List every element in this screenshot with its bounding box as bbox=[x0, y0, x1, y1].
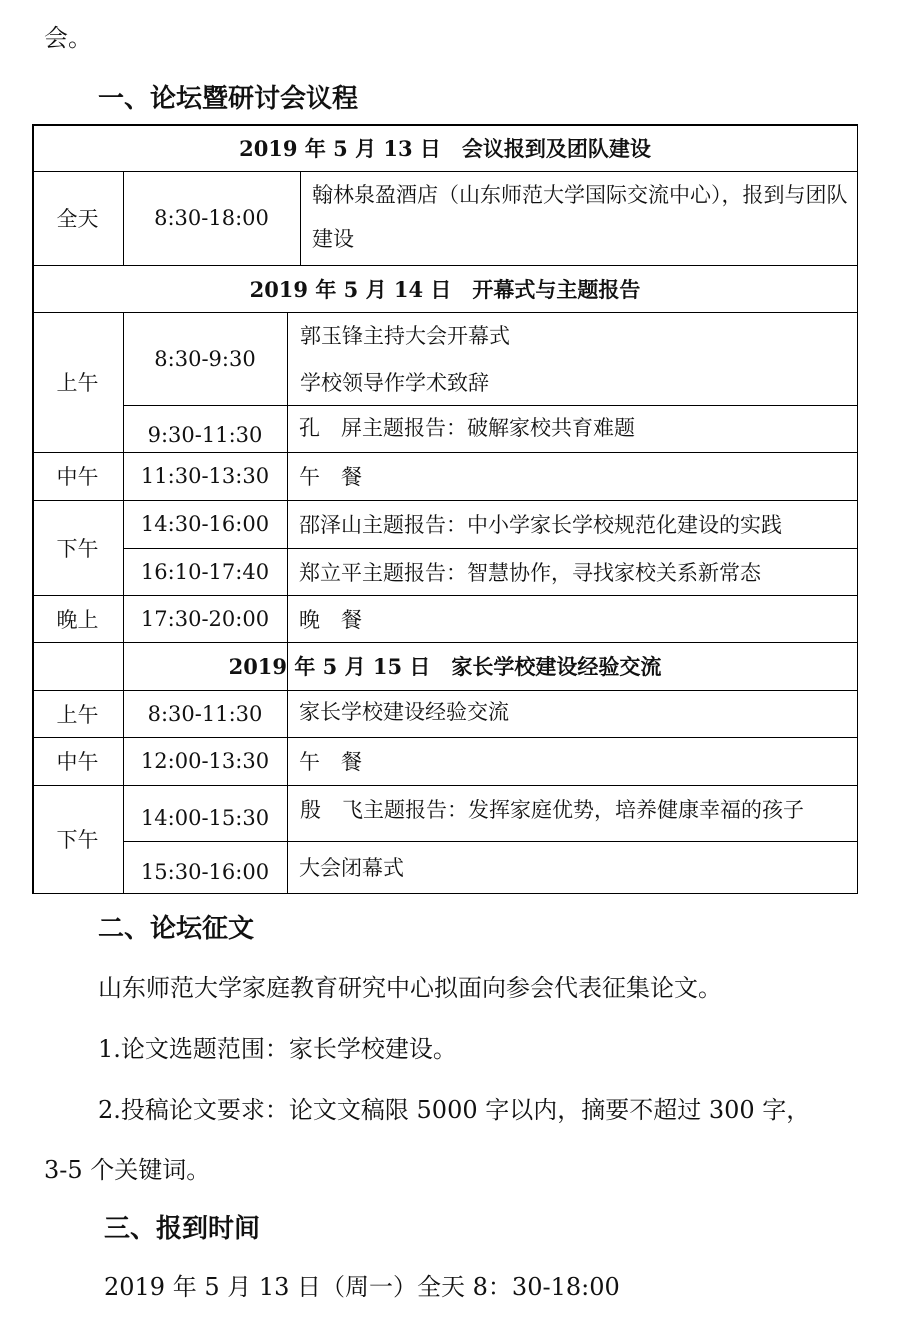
day1-period: 全天 bbox=[56, 207, 99, 231]
day3-morning-time: 8:30-11:30 bbox=[147, 701, 263, 726]
day2-evening-content: 晚 餐 bbox=[299, 607, 362, 632]
day2-evening-period: 晚上 bbox=[56, 607, 99, 632]
section-3-heading: 三、报到时间 bbox=[104, 1214, 261, 1244]
day2-noon-content: 午 餐 bbox=[299, 465, 362, 489]
day1-content: 翰林泉盈酒店（山东师范大学国际交流中心），报到与团队建设 bbox=[312, 183, 848, 251]
day3-morning-period: 上午 bbox=[56, 702, 99, 727]
day2-morning-content-2: 孔 屏主题报告：破解家校共育难题 bbox=[299, 415, 635, 440]
day3-noon-time: 12:00-13:30 bbox=[140, 749, 270, 773]
day2-afternoon-time-2: 16:10-17:40 bbox=[140, 559, 270, 584]
section-2-item-1: 1.论文选题范围：家长学校建设。 bbox=[98, 1035, 457, 1063]
section-3-paragraph: 2019 年 5 月 13 日（周一）全天 8：30-18:00 bbox=[104, 1273, 620, 1301]
section-2-heading: 二、论坛征文 bbox=[98, 914, 255, 944]
section-2-item-2-line-1: 2.投稿论文要求：论文文稿限 5000 字以内，摘要不超过 300 字， bbox=[98, 1096, 811, 1124]
day2-morning-content-1a: 郭玉锋主持大会开幕式 bbox=[300, 324, 510, 348]
day2-afternoon-period: 下午 bbox=[56, 536, 99, 561]
day2-morning-period: 上午 bbox=[56, 371, 99, 395]
day1-header: 2019 年 5 月 13 日 会议报到及团队建设 bbox=[239, 135, 651, 161]
day3-afternoon-period: 下午 bbox=[56, 828, 99, 852]
day1-time: 8:30-18:00 bbox=[154, 206, 269, 230]
day2-noon-time: 11:30-13:30 bbox=[140, 464, 270, 488]
day2-afternoon-content-1: 邵泽山主题报告：中小学家长学校规范化建设的实践 bbox=[299, 513, 782, 537]
day3-afternoon-content-2: 大会闭幕式 bbox=[299, 856, 404, 880]
day2-morning-content-1b: 学校领导作学术致辞 bbox=[300, 371, 489, 395]
section-1-heading: 一、论坛暨研讨会议程 bbox=[98, 84, 359, 114]
day2-evening-time: 17:30-20:00 bbox=[140, 606, 270, 631]
agenda-table bbox=[32, 124, 858, 894]
day2-afternoon-content-2: 郑立平主题报告：智慧协作，寻找家校关系新常态 bbox=[299, 560, 761, 585]
section-2-item-2-line-2: 3-5 个关键词。 bbox=[44, 1156, 211, 1184]
day3-noon-period: 中午 bbox=[56, 750, 99, 774]
section-2-paragraph: 山东师范大学家庭教育研究中心拟面向参会代表征集论文。 bbox=[98, 974, 722, 1002]
day3-afternoon-time-2: 15:30-16:00 bbox=[140, 860, 270, 884]
day3-noon-content: 午 餐 bbox=[299, 750, 362, 774]
day2-morning-time-1: 8:30-9:30 bbox=[154, 346, 256, 371]
day2-noon-period: 中午 bbox=[56, 465, 99, 489]
day2-header: 2019 年 5 月 14 日 开幕式与主题报告 bbox=[249, 276, 641, 302]
day2-morning-time-2: 9:30-11:30 bbox=[147, 422, 263, 447]
day3-header: 2019 年 5 月 15 日 家长学校建设经验交流 bbox=[228, 654, 662, 679]
day2-afternoon-time-1: 14:30-16:00 bbox=[140, 512, 270, 536]
day3-afternoon-time-1: 14:00-15:30 bbox=[140, 806, 270, 830]
intro-tail-text: 会。 bbox=[44, 24, 92, 52]
day3-morning-content: 家长学校建设经验交流 bbox=[299, 699, 509, 724]
day3-afternoon-content-1: 殷 飞主题报告：发挥家庭优势，培养健康幸福的孩子 bbox=[300, 798, 804, 822]
